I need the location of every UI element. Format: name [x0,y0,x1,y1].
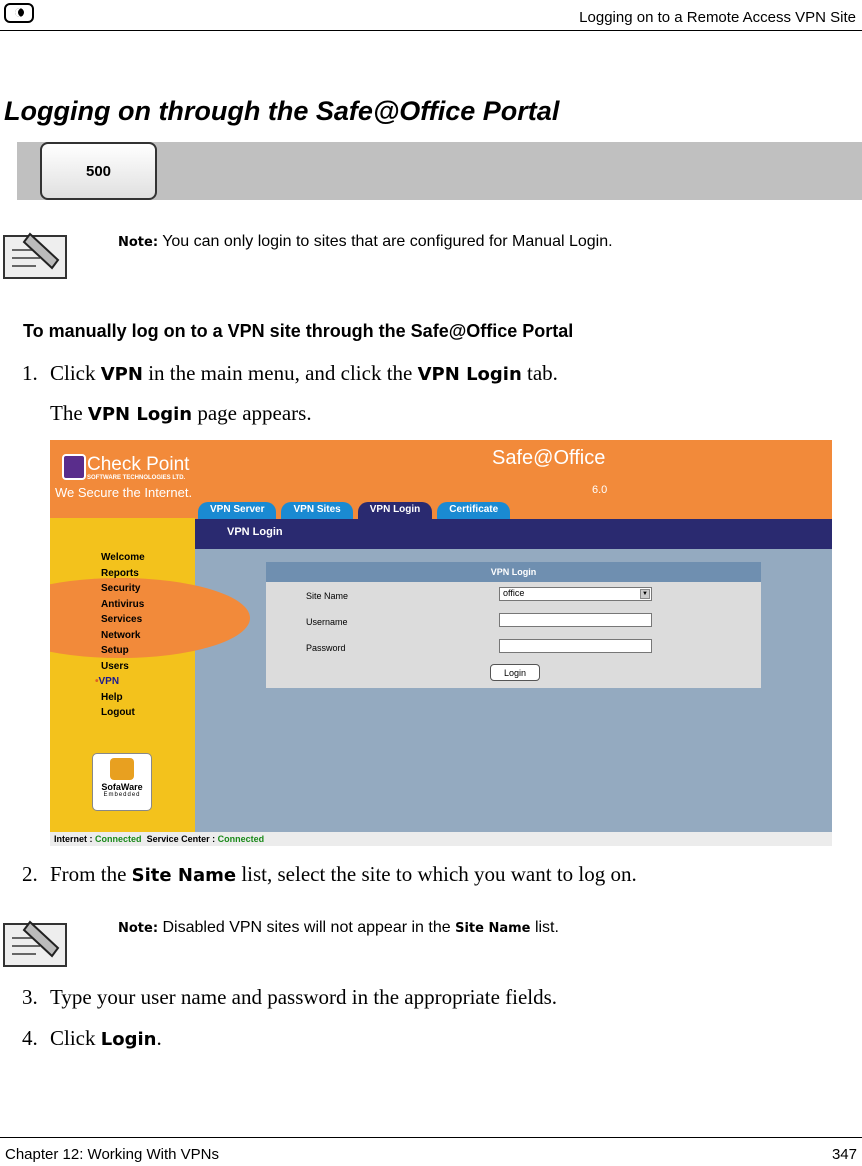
vpn-login-screenshot [50,440,832,846]
brand-subtitle: SOFTWARE TECHNOLOGIES LTD. [87,475,186,481]
tab-certificate[interactable]: Certificate [437,502,510,519]
product-name: Safe@Office [492,447,606,469]
section-title: Logging on through the Safe@Office Portal [4,96,560,126]
page-title-bar [195,519,832,549]
note-manual-login: Note: You can only login to sites that are configured for Manual Login. [118,233,613,250]
menu-item-services[interactable]: Services [101,614,143,625]
camera-logo-icon [4,3,34,23]
product-version: 6.0 [592,484,608,496]
site-name-label: Site Name [306,591,349,601]
tab-vpn-sites[interactable]: VPN Sites [281,502,352,519]
sofaware-logo: SofaWare Embedded [92,753,152,811]
step-4: 4. Click Login. [22,1026,162,1050]
menu-item-antivirus[interactable]: Antivirus [101,598,145,610]
menu-item-reports[interactable]: Reports [101,567,139,579]
chevron-down-icon: ▼ [640,589,650,599]
note-pencil-icon [0,228,70,282]
menu-item-help[interactable]: Help [101,691,123,703]
tab-vpn-login[interactable]: VPN Login [358,502,433,519]
portal-tabs [198,502,510,519]
step-3: 3. Type your user name and password in the appropriate fields. [22,985,558,1009]
step-1: 1. Click VPN in the main menu, and click the VPN Login tab. [22,361,558,385]
running-title: Logging on to a Remote Access VPN Site [579,9,856,26]
menu-item-vpn[interactable]: • VPN [101,674,145,690]
brand-name: Check Point [87,454,190,475]
site-name-select[interactable]: office ▼ [499,587,652,601]
note-disabled-sites: Note: Disabled VPN sites will not appear in the Site Name list. [118,919,559,936]
password-input[interactable] [499,639,652,653]
procedure-title: To manually log on to a VPN site through the Safe@Office Portal [23,321,574,341]
username-input[interactable] [499,613,652,627]
menu-item-security[interactable]: Security [101,583,141,594]
sofaware-icon [110,758,134,780]
chapter-title: Chapter 12: Working With VPNs [5,1146,219,1163]
main-menu [98,550,145,721]
connection-status-bar: Internet : Connected Service Center : Connected [50,832,832,846]
menu-item-network[interactable]: Network [101,629,141,641]
page-footer [0,1137,862,1166]
form-header: VPN Login [266,562,761,582]
brand-slogan: We Secure the Internet. [55,485,193,500]
model-bar [17,142,862,200]
checkpoint-logo-icon [62,454,86,480]
model-badge-500: 500 [40,142,157,200]
page-number: 347 [831,1146,857,1163]
step-2: 2. From the Site Name list, select the site to which you want to log on. [22,862,637,886]
tab-vpn-server[interactable]: VPN Server [198,502,276,519]
username-label: Username [306,617,348,627]
step-1-result: The VPN Login page appears. [50,401,312,425]
menu-item-welcome[interactable]: Welcome [101,552,145,563]
password-label: Password [306,643,346,653]
menu-item-logout[interactable]: Logout [101,707,135,718]
login-button[interactable]: Login [490,664,540,681]
portal-page-title: VPN Login [227,526,283,538]
menu-item-setup[interactable]: Setup [101,645,129,656]
note-pencil-icon [0,916,70,970]
menu-item-users[interactable]: Users [101,660,129,672]
vpn-login-form [266,562,761,688]
page-header [0,0,862,31]
